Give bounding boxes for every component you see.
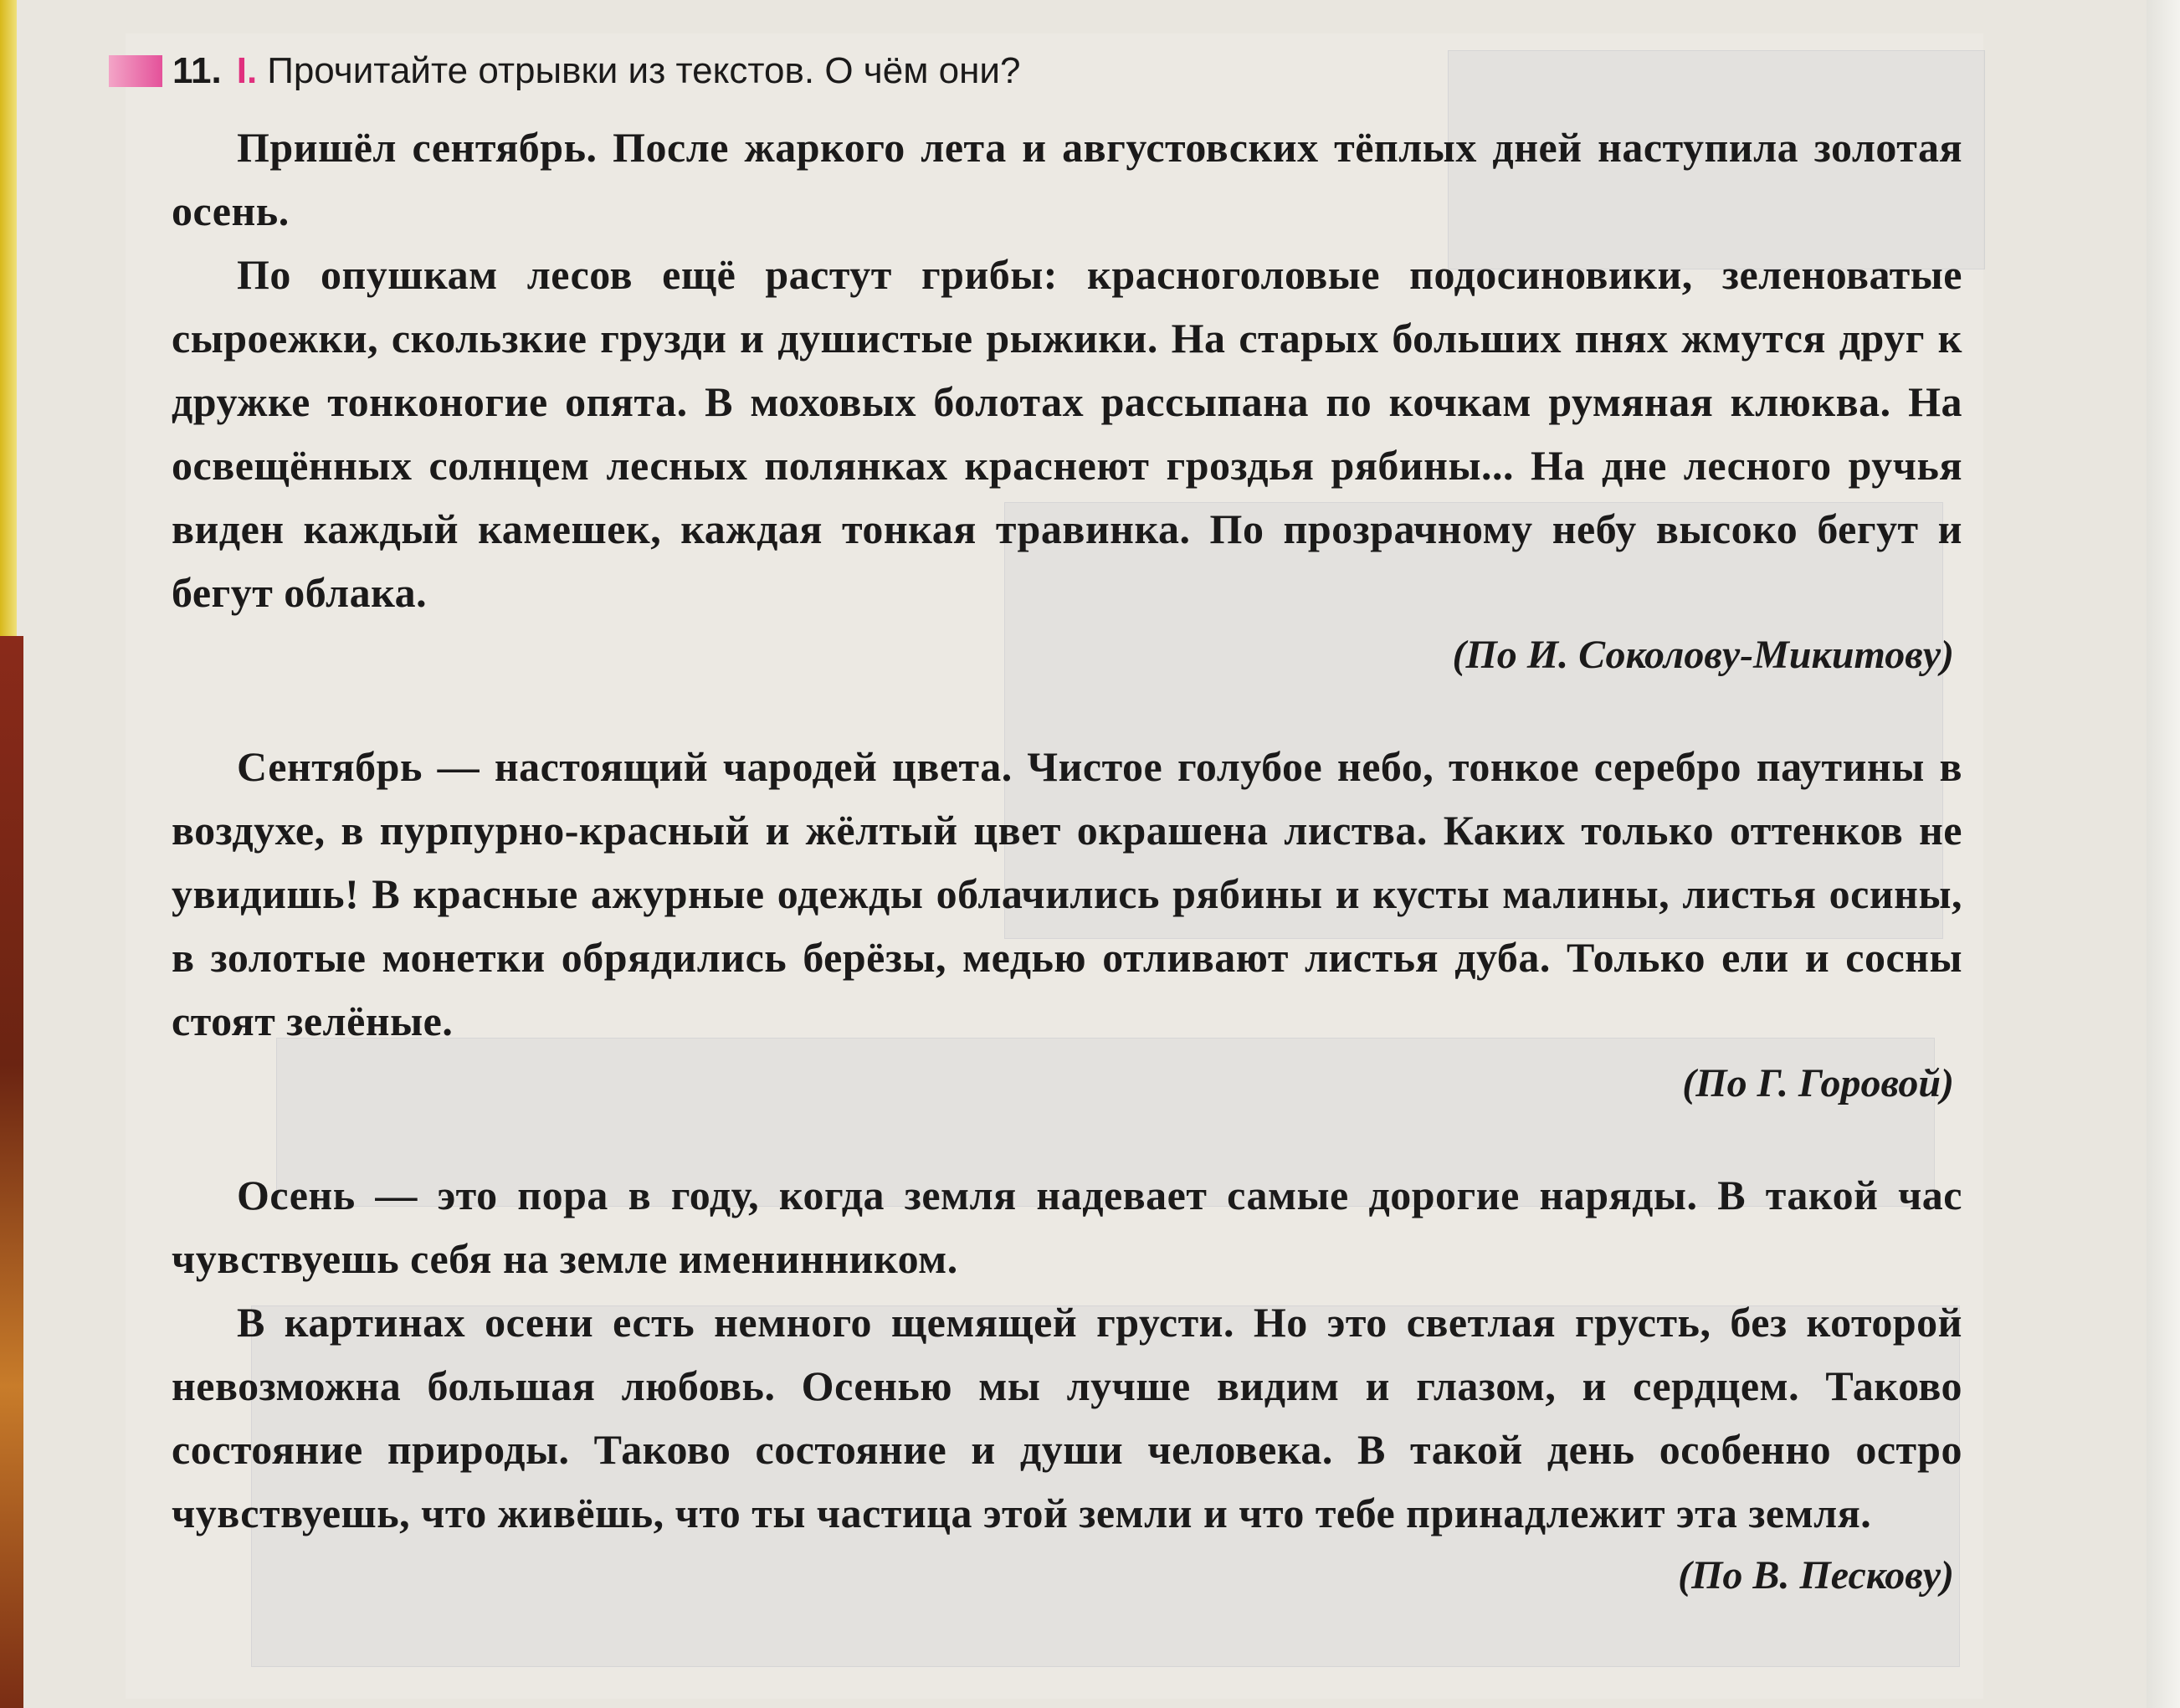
page-spine-yellow <box>0 0 17 636</box>
passage-paragraph: Сентябрь — настоящий чародей цвета. Чистое голубое небо, тонкое серебро паутины в воздухе, в пурпурно-красный и жёлтый цвет окрашена листва. Каких только оттенков не увидишь! В красные ажурные одежды облачились рябины и кусты малины, листья осины, в золотые монетки обрядились берёзы, медью отливают листья дуба. Только ели и сосны стоят зелёные. <box>172 743 1962 1044</box>
passage-paragraph: Осень — это пора в году, когда земля надевает самые дорогие наряды. В такой час чувствуешь себя на земле именинником. <box>172 1172 1962 1282</box>
passage-attribution: (По В. Пескову) <box>1678 1553 1954 1598</box>
passage-peskov <box>172 1163 1962 1605</box>
passage-attribution: (По И. Соколову-Микитову) <box>1452 633 1954 677</box>
exercise-content <box>172 50 1962 1605</box>
page-spine-dark <box>0 636 23 1708</box>
passage-paragraph: По опушкам лесов ещё растут грибы: красноголовые подосиновики, зеленоватые сыроежки, скользкие грузди и душистые рыжики. На старых больших пнях жмутся друг к дружке тонконогие опята. В моховых болотах рассыпана по кочкам румяная клюква. На освещённых солнцем лесных полянках краснеют гроздья рябины... На дне лесного ручья виден каждый камешек, каждая тонкая травинка. По прозрачному небу высоко бегут и бегут облака. <box>172 251 1962 616</box>
passage-gorovaya <box>172 735 1962 1113</box>
page-edge-right <box>2147 0 2180 1708</box>
passage-paragraph: В картинах осени есть немного щемящей грусти. Но это светлая грусть, без которой невозможна большая любовь. Осенью мы лучше видим и глазом, и сердцем. Таково состояние природы. Таково состояние и души человека. В такой день особенно остро чувствуешь, что живёшь, что ты частица этой земли и что тебе принадлежит эта земля. <box>172 1299 1962 1536</box>
passage-sokolov <box>172 115 1962 685</box>
task-header <box>167 50 1962 92</box>
task-marker-bar <box>109 55 162 87</box>
task-number: 11. <box>172 50 222 91</box>
task-part-numeral: I. <box>236 50 258 91</box>
passage-paragraph: Пришёл сентябрь. После жаркого лета и августовских тёплых дней наступила золотая осень. <box>172 124 1962 234</box>
task-instruction: Прочитайте отрывки из текстов. О чём они? <box>267 50 1021 91</box>
passage-attribution: (По Г. Горовой) <box>1682 1061 1954 1105</box>
